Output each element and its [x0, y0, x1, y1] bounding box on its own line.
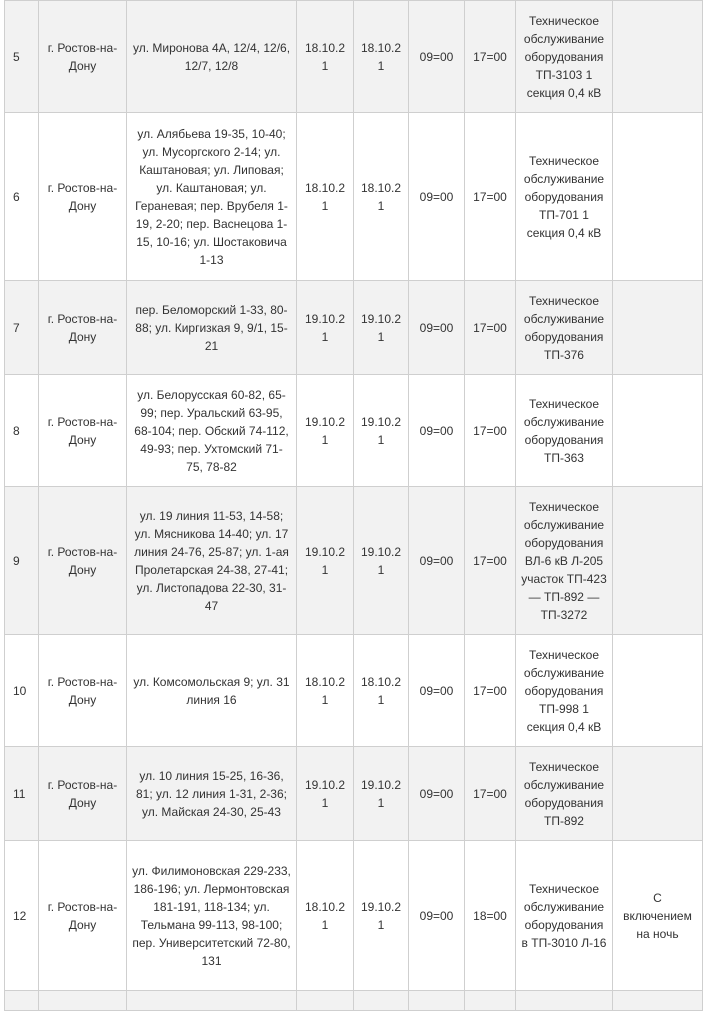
start-date-cell: 19.10.21 — [297, 375, 354, 487]
reason-cell: Техническое обслуживание оборудования ТП-376 — [516, 281, 613, 375]
address-cell: ул. 10 линия 15-25, 16-36, 81; ул. 12 линия 1-31, 2-36; ул. Майская 24-30, 25-43 — [127, 747, 297, 841]
end-date-cell: 19.10.21 — [354, 281, 409, 375]
empty-cell — [297, 991, 354, 1011]
reason-cell: Техническое обслуживание оборудования в ТП-3010 Л-16 — [516, 841, 613, 991]
reason-cell: Техническое обслуживание оборудования ТП-998 1 секция 0,4 кВ — [516, 635, 613, 747]
note-cell — [613, 1, 703, 113]
start-time-cell: 09=00 — [409, 281, 465, 375]
end-time-cell: 17=00 — [465, 375, 516, 487]
note-cell — [613, 747, 703, 841]
city-cell: г. Ростов-на-Дону — [39, 113, 127, 281]
table-row — [5, 113, 703, 281]
address-cell: пер. Беломорский 1-33, 80-88; ул. Киргизкая 9, 9/1, 15-21 — [127, 281, 297, 375]
end-time-cell: 17=00 — [465, 281, 516, 375]
end-date-cell: 19.10.21 — [354, 487, 409, 635]
city-cell: г. Ростов-на-Дону — [39, 841, 127, 991]
empty-cell — [409, 991, 465, 1011]
table-row — [5, 747, 703, 841]
end-time-cell: 17=00 — [465, 747, 516, 841]
city-cell: г. Ростов-на-Дону — [39, 1, 127, 113]
start-date-cell: 18.10.21 — [297, 1, 354, 113]
address-cell: ул. Комсомольская 9; ул. 31 линия 16 — [127, 635, 297, 747]
note-cell — [613, 375, 703, 487]
empty-cell — [5, 991, 39, 1011]
note-cell — [613, 635, 703, 747]
row-number-cell: 7 — [5, 281, 39, 375]
address-cell: ул. 19 линия 11-53, 14-58; ул. Мясникова 14-40; ул. 17 линия 24-76, 25-87; ул. 1-ая Пролетарская 24-38, 27-41; ул. Листопадова 22-30, 31-47 — [127, 487, 297, 635]
empty-cell — [613, 991, 703, 1011]
city-cell: г. Ростов-на-Дону — [39, 635, 127, 747]
start-time-cell: 09=00 — [409, 1, 465, 113]
table-row — [5, 1, 703, 113]
end-time-cell: 17=00 — [465, 1, 516, 113]
address-cell: ул. Алябьева 19-35, 10-40; ул. Мусоргского 2-14; ул. Каштановая; ул. Липовая; ул. Каштановая; ул. Гераневая; пер. Врубеля 1-19, 2-20; пер. Васнецова 1-15, 10-16; ул. Шостаковича 1-13 — [127, 113, 297, 281]
empty-cell — [354, 991, 409, 1011]
row-number-cell: 6 — [5, 113, 39, 281]
outage-table-body — [5, 1, 703, 1011]
city-cell: г. Ростов-на-Дону — [39, 747, 127, 841]
city-cell: г. Ростов-на-Дону — [39, 375, 127, 487]
outage-table-container — [4, 0, 702, 1011]
reason-cell: Техническое обслуживание оборудования ТП-363 — [516, 375, 613, 487]
table-row — [5, 487, 703, 635]
outage-table — [4, 0, 703, 1011]
reason-cell: Техническое обслуживание оборудования ТП-892 — [516, 747, 613, 841]
end-date-cell: 19.10.21 — [354, 841, 409, 991]
reason-cell: Техническое обслуживание оборудования ТП-3103 1 секция 0,4 кВ — [516, 1, 613, 113]
end-time-cell: 18=00 — [465, 841, 516, 991]
start-time-cell: 09=00 — [409, 747, 465, 841]
table-row — [5, 635, 703, 747]
row-number-cell: 11 — [5, 747, 39, 841]
reason-cell: Техническое обслуживание оборудования ТП-701 1 секция 0,4 кВ — [516, 113, 613, 281]
address-cell: ул. Филимоновская 229-233, 186-196; ул. Лермонтовская 181-191, 118-134; ул. Тельмана 99-113, 98-100; пер. Университетский 72-80, 131 — [127, 841, 297, 991]
end-date-cell: 18.10.21 — [354, 113, 409, 281]
end-time-cell: 17=00 — [465, 487, 516, 635]
start-time-cell: 09=00 — [409, 841, 465, 991]
end-date-cell: 18.10.21 — [354, 1, 409, 113]
table-row — [5, 841, 703, 991]
reason-cell: Техническое обслуживание оборудования ВЛ-6 кВ Л-205 участок ТП-423 — ТП-892 — ТП-3272 — [516, 487, 613, 635]
city-cell: г. Ростов-на-Дону — [39, 281, 127, 375]
row-number-cell: 9 — [5, 487, 39, 635]
end-date-cell: 19.10.21 — [354, 375, 409, 487]
start-date-cell: 19.10.21 — [297, 487, 354, 635]
empty-cell — [127, 991, 297, 1011]
start-time-cell: 09=00 — [409, 635, 465, 747]
start-date-cell: 18.10.21 — [297, 635, 354, 747]
city-cell: г. Ростов-на-Дону — [39, 487, 127, 635]
note-cell: С включением на ночь — [613, 841, 703, 991]
start-time-cell: 09=00 — [409, 487, 465, 635]
table-row — [5, 375, 703, 487]
end-date-cell: 19.10.21 — [354, 747, 409, 841]
end-time-cell: 17=00 — [465, 635, 516, 747]
start-time-cell: 09=00 — [409, 375, 465, 487]
note-cell — [613, 281, 703, 375]
note-cell — [613, 487, 703, 635]
row-number-cell: 5 — [5, 1, 39, 113]
row-number-cell: 8 — [5, 375, 39, 487]
address-cell: ул. Белорусская 60-82, 65-99; пер. Уральский 63-95, 68-104; пер. Обский 74-112, 49-93; пер. Ухтомский 71-75, 78-82 — [127, 375, 297, 487]
empty-cell — [465, 991, 516, 1011]
table-row — [5, 991, 703, 1011]
row-number-cell: 12 — [5, 841, 39, 991]
address-cell: ул. Миронова 4А, 12/4, 12/6, 12/7, 12/8 — [127, 1, 297, 113]
table-row — [5, 281, 703, 375]
end-date-cell: 18.10.21 — [354, 635, 409, 747]
start-time-cell: 09=00 — [409, 113, 465, 281]
start-date-cell: 19.10.21 — [297, 747, 354, 841]
note-cell — [613, 113, 703, 281]
empty-cell — [516, 991, 613, 1011]
empty-cell — [39, 991, 127, 1011]
row-number-cell: 10 — [5, 635, 39, 747]
start-date-cell: 19.10.21 — [297, 281, 354, 375]
start-date-cell: 18.10.21 — [297, 841, 354, 991]
end-time-cell: 17=00 — [465, 113, 516, 281]
start-date-cell: 18.10.21 — [297, 113, 354, 281]
